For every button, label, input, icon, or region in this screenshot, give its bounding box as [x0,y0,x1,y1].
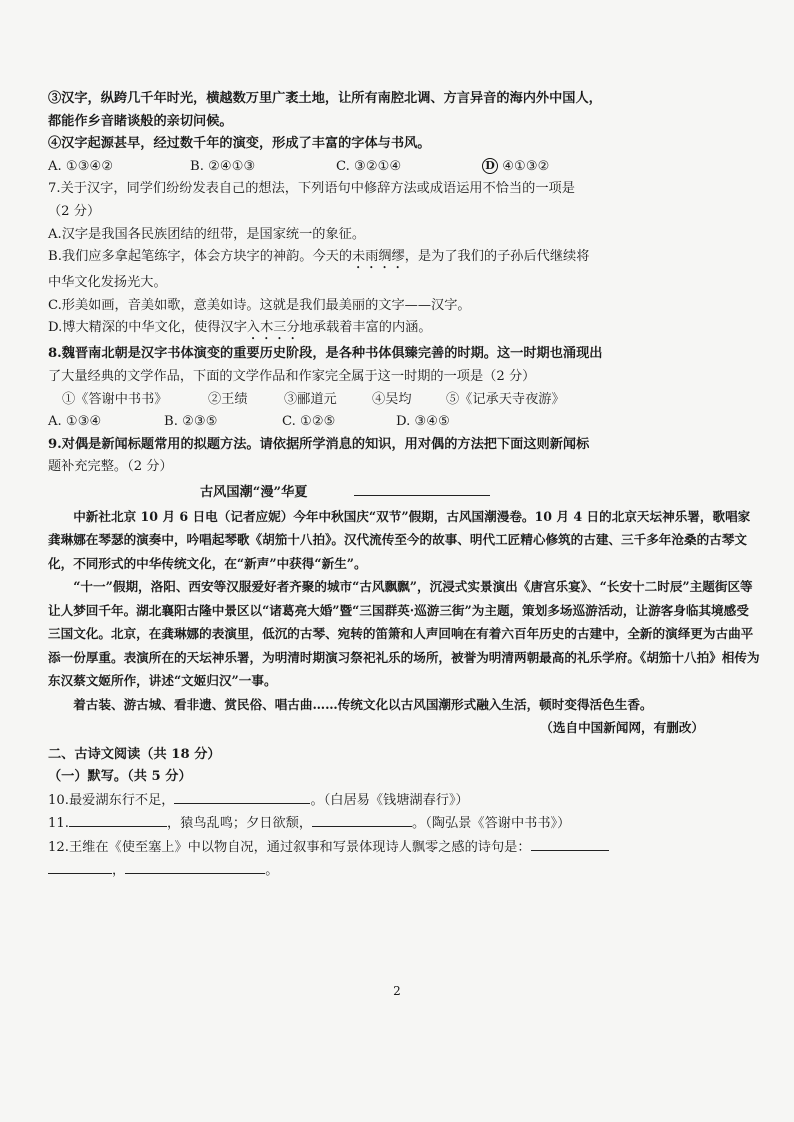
q7-option-c: C.形美如画，音美如歌，意美如诗。这就是我们最美丽的文字——汉字。 [48,297,471,313]
q12-answer-blank-2[interactable] [48,859,112,874]
news-paragraph: 着古装、游古城、看非遗、赏民俗、唱古曲……传统文化以古风国潮形式融入生活，顿时变得活色生香。 [73,696,653,712]
q11-number: 11. [48,816,69,832]
q8-item: ②王绩 [208,391,248,407]
q11-source: 。（陶弘景《答谢中书书》） [412,816,571,832]
q8-option: B. ②③⑤ [164,414,218,430]
news-source: （选自中国新闻网，有删改） [540,720,704,735]
news-paragraph: “十一”假期，洛阳、西安等汉服爱好者齐聚的城市“古风飘飘”，沉浸式实景演出《唐宫乐宴》、“长安十二时辰”主题街区等让人梦回千年。湖北襄阳古隆中景区以“诸葛亮大婚”暨“三国群英·巡游三街”为主题，策划多场巡游活动，让游客身临其境感受三国文化。北京，在龚琳娜的表演里，低沉的古琴、宛转的笛箫和人声回响在有着六百年历史的古建中，全新的演绎更为古曲平添一份厚重。表演所在的天坛神乐署，为明清时期演习祭祀礼乐的场所，被誉为明清两朝最高的礼乐学府。《胡笳十八拍》相传为东汉蔡文姬所作，讲述“文姬归汉”一事。 [48,579,760,688]
q10-answer-blank[interactable] [174,789,310,804]
q8-item: ③郦道元 [284,391,337,407]
q11-text: ，猿鸟乱鸣；夕日欲颓， [166,816,313,832]
q10-source: 。（白居易《钱塘湖春行》） [310,792,469,808]
q7-stem: 7.关于汉字，同学们纷纷发表自己的想法，下列语句中修辞方法或成语运用不恰当的一项是 [48,181,575,197]
q12-period: 。 [265,863,279,879]
sentence-3-cont: 都能作乡音睹谈般的亲切问候。 [48,113,233,129]
sentence-4: ④汉字起源甚早，经过数千年的演变，形成了丰富的字体与书风。 [48,136,431,152]
q6-option-d-text: ④①③② [502,158,550,174]
q6-option-a: A. ①③④② [48,158,114,174]
q8-option: A. ①③④ [48,414,102,430]
q12-cont [48,859,760,883]
section-heading: 二、古诗文阅读（共 18 分） [48,746,221,762]
q10-text: 10.最爱湖东行不足， [48,792,175,808]
q8-item: ⑤《记承天寺夜游》 [446,391,565,407]
q8-stem-cont: 了大量经典的文学作品，下面的文学作品和作家完全属于这一时期的一项是（2 分） [48,368,536,384]
q10 [48,789,760,813]
q8-items [48,389,760,412]
q11-answer-blank-1[interactable] [69,812,167,827]
q7-option-d-idiom: 入木三分 [246,320,300,336]
subsection-heading: （一）默写。（共 5 分） [48,769,192,785]
q12 [48,836,760,860]
news-title-text: 古风国潮“漫”华夏 [200,484,308,500]
news-title-answer-blank[interactable] [354,481,490,496]
q12-text: 12.王维在《使至塞上》中以物自况，通过叙事和写景体现诗人飘零之感的诗句是： [48,839,531,855]
q7-option-b-text-end: ，是为了我们的子孙后代继续将 [404,249,590,265]
q7-option-d-text: D.博大精深的中华文化，使得汉字 [48,320,247,336]
q7-option-d [48,317,760,343]
q6-option-c: C. ③②①④ [336,158,402,174]
q8-item: ①《答谢中书书》 [62,391,168,407]
q8-options [48,411,760,434]
q6-options [48,156,760,179]
q7-score: （2 分） [48,203,101,219]
q8-option: C. ①②⑤ [282,414,336,430]
q7-option-b-text: B.我们应多拿起笔练字，体会方块字的神韵。今天的 [48,249,353,265]
q7-option-b-cont: 中华文化发扬光大。 [48,275,167,291]
q7-option-b-idiom: 未雨绸缪 [352,249,405,265]
q8-option: D. ③④⑤ [396,414,450,430]
q8-stem: 8.魏晋南北朝是汉字书体演变的重要历史阶段，是各种书体俱臻完善的时期。这一时期也涌现出 [48,346,603,362]
page-content [48,88,760,883]
page-number: 2 [393,984,401,998]
news-title [48,481,760,505]
q11-answer-blank-2[interactable] [312,812,412,827]
news-paragraph: 中新社北京 10 月 6 日电（记者应妮）今年中秋国庆“双节”假期，古风国潮漫卷。10 月 4 日的北京天坛神乐署，歌唱家龚琳娜在琴瑟的演奏中，吟唱起琴歌《胡笳十八拍》。汉代流传至今的故事、明代工匠精心修筑的古建、三千多年沧桑的古琴文化，不同形式的中华传统文化，在“新声”中获得“新生”。 [48,508,751,571]
q9-stem-cont: 题补充完整。（2 分） [48,459,173,475]
q7-option-b [48,246,760,272]
sentence-3: ③汉字，纵跨几千年时光，横越数万里广袤土地，让所有南腔北调、方言异音的海内外中国人， [48,91,602,106]
circled-answer-d: D [482,158,498,174]
q7-option-a: A.汉字是我国各民族团结的纽带，是国家统一的象征。 [48,226,366,242]
q7-option-d-text-end: 地承载着丰富的内涵。 [299,320,432,336]
q12-answer-blank-3[interactable] [125,859,265,874]
q12-comma: ， [112,863,126,879]
q11 [48,812,760,836]
q8-item: ④吴均 [372,391,412,407]
q9-stem: 9.对偶是新闻标题常用的拟题方法。请依据所学消息的知识，用对偶的方法把下面这则新闻标 [48,436,590,452]
q6-option-d [482,156,550,179]
q6-option-b: B. ②④①③ [190,158,256,174]
q12-answer-blank-1[interactable] [531,836,609,851]
news-article [48,505,760,740]
